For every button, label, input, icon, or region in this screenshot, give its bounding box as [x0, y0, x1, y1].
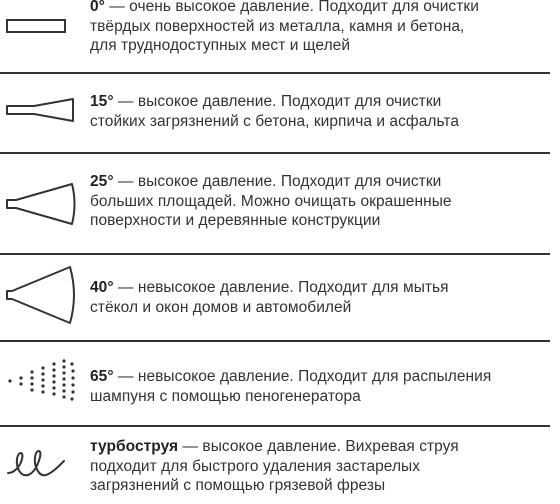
- desc-line: — невысокое давление. Подходит для мытья: [113, 279, 449, 296]
- divider: [0, 72, 550, 74]
- desc-line: — высокое давление. Вихревая струя: [178, 438, 459, 455]
- divider: [0, 340, 550, 342]
- desc-line: больших площадей. Можно очищать окрашенные: [90, 192, 452, 210]
- nozzle-angle: 65°: [90, 368, 114, 385]
- nozzle-angle: турбоструя: [90, 438, 179, 455]
- nozzle-description-turbo: [90, 437, 560, 496]
- fan-15-icon: [6, 98, 76, 122]
- desc-line: — невысокое давление. Подходит для распыления: [113, 368, 492, 385]
- desc-line: поверхности и деревянные конструкции: [90, 212, 381, 229]
- turbo-jet-icon: [6, 445, 76, 485]
- nozzle-angle: 40°: [90, 279, 114, 296]
- nozzle-angle: 0°: [90, 0, 105, 15]
- divider: [0, 425, 550, 427]
- nozzle-description-0: [90, 0, 560, 56]
- fan-25-icon: [6, 182, 76, 226]
- nozzle-angle: 15°: [90, 93, 114, 110]
- desc-line: — высокое давление. Подходит для очистки: [113, 93, 442, 110]
- desc-line: загрязнений с помощью грязевой фрезы: [90, 477, 386, 494]
- desc-line: подходит для быстрого удаления застарелых: [90, 457, 421, 475]
- nozzle-description-25: [90, 172, 560, 231]
- divider: [0, 253, 550, 255]
- desc-line: стойких загрязнений с бетона, кирпича и асфальта: [90, 112, 460, 130]
- spray-icon: [6, 356, 76, 406]
- desc-line: стёкол и окон домов и автомобилей: [90, 298, 352, 316]
- nozzle-description-40: [90, 278, 560, 317]
- nozzle-description-65: [90, 367, 560, 406]
- desc-line: шампуня с помощью пеногенератора: [90, 387, 361, 405]
- nozzle-description-15: [90, 92, 560, 131]
- desc-line: для труднодоступных мест и щелей: [90, 37, 351, 54]
- desc-line: — высокое давление. Подходит для очистки: [113, 173, 442, 190]
- desc-line: твёрдых поверхностей из металла, камня и бетона,: [90, 17, 465, 35]
- divider: [0, 152, 550, 154]
- desc-line: — очень высокое давление. Подходит для очистки: [104, 0, 479, 15]
- fan-40-icon: [6, 265, 76, 325]
- nozzle-angle: 25°: [90, 173, 114, 190]
- straight-jet-icon: [6, 19, 66, 33]
